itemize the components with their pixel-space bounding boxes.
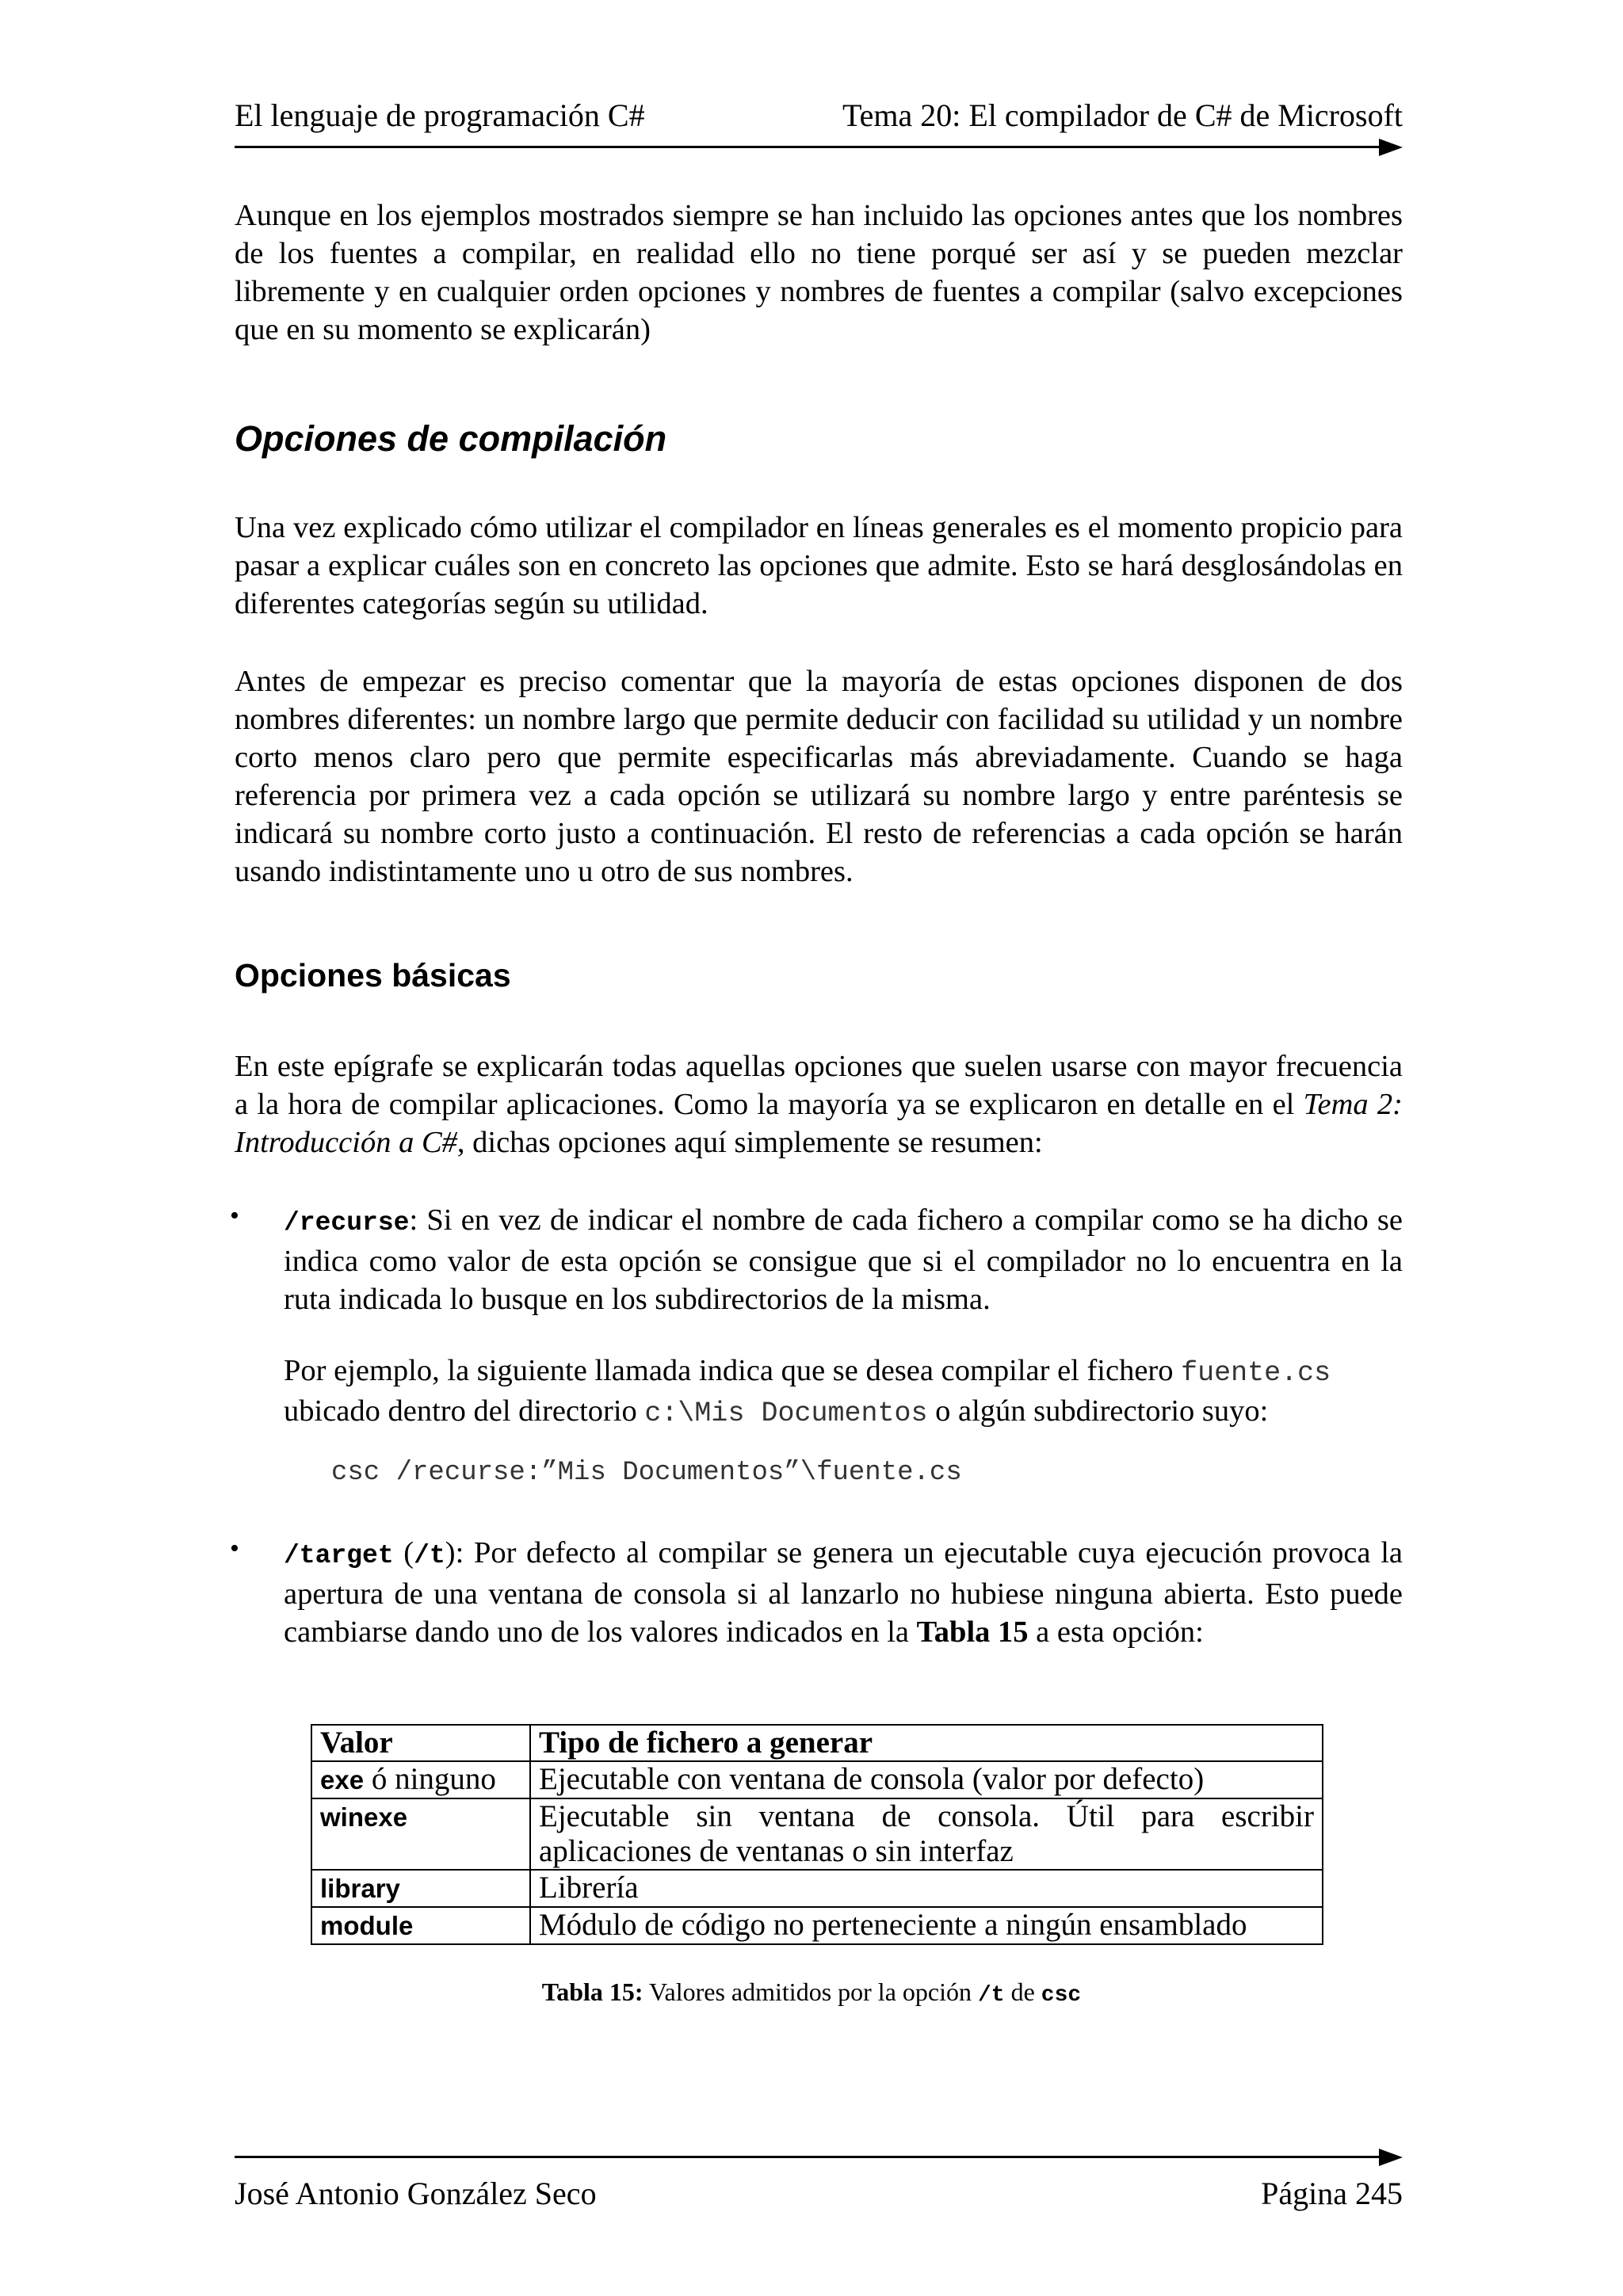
section-heading-basic: Opciones básicas — [235, 957, 511, 994]
footer-author: José Antonio González Seco — [235, 2176, 597, 2211]
section2-text-b: , dichas opciones aquí simplemente se resumen: — [456, 1126, 1043, 1159]
header-rule — [235, 146, 1379, 148]
table-cell-description: Ejecutable sin ventana de consola. Útil para escribir aplicaciones de ventanas o sin interfaz — [530, 1798, 1323, 1870]
section1-paragraph-1: Una vez explicado cómo utilizar el compilador en líneas generales es el momento propicio para pasar a explicar cuáles son en concreto las opciones que admite. Esto se hará desglosándolas en diferentes categorías según su utilidad. — [235, 511, 1403, 620]
target-option-text: : Por defecto al compilar se genera un ejecutable cuya ejecución provoca la apertura de una ventana de consola si al lanzarlo no hubiese ninguna abierta. Esto puede cambiarse dando uno de los valores indicados en la — [284, 1536, 1403, 1649]
table-caption-label: Tabla 15: — [541, 1978, 643, 2006]
table-cell-value — [311, 1761, 530, 1798]
table-caption — [0, 1978, 1623, 2008]
header-book-title: El lenguaje de programación C# — [235, 97, 645, 133]
recurse-example-text-b: ubicado dentro del directorio — [284, 1394, 645, 1428]
table-row — [311, 1907, 1323, 1944]
table-row — [311, 1761, 1323, 1798]
target-short-close: ) — [445, 1536, 456, 1569]
bullet-icon: • — [230, 1201, 239, 1230]
table-caption-option: /t — [977, 1983, 1005, 2008]
table-cell-description: Librería — [530, 1870, 1323, 1907]
table-caption-mid: de — [1004, 1978, 1041, 2006]
header-arrow-icon — [1379, 139, 1403, 156]
recurse-example-directory: c:\Mis Documentos — [644, 1398, 928, 1429]
table-15-reference: Tabla 15 — [916, 1615, 1029, 1649]
table-caption-command: csc — [1041, 1983, 1082, 2008]
table-option-suffix: ó ninguno — [364, 1762, 496, 1796]
table-cell-value — [311, 1798, 530, 1870]
table-option-name: module — [320, 1911, 414, 1940]
target-option-short-name: /t — [414, 1541, 445, 1570]
bullet-icon: • — [230, 1534, 239, 1563]
recurse-example-text-c: o algún subdirectorio suyo: — [927, 1394, 1269, 1428]
table-option-name: winexe — [320, 1802, 408, 1832]
table-option-name: library — [320, 1874, 400, 1903]
recurse-option-text: : Si en vez de indicar el nombre de cada fichero a compilar como se ha dicho se indica como valor de esta opción se consigue que si el compilador no lo encuentra en la ruta indicada lo busque en los subdirectorios de la misma. — [284, 1203, 1403, 1316]
table-cell-value — [311, 1907, 530, 1944]
target-values-table — [311, 1724, 1323, 1945]
table-header-cell: Valor — [311, 1725, 530, 1761]
table-cell-description: Ejecutable con ventana de consola (valor por defecto) — [530, 1761, 1323, 1798]
recurse-option-name: /recurse — [284, 1208, 410, 1238]
tema-2-reference: Tema 2: Introducción a C# — [235, 1088, 1403, 1159]
recurse-code-example: csc /recurse:”Mis Documentos”\fuente.cs — [331, 1458, 962, 1488]
section-heading-compilation: Opciones de compilación — [235, 418, 667, 459]
section1-paragraph-2: Antes de empezar es preciso comentar que la mayoría de estas opciones disponen de dos nombres diferentes: un nombre largo que permite deducir con facilidad su utilidad y un nombre corto menos claro pero que permite especificarlas más abreviadamente. Cuando se haga referencia por primera vez a cada opción se utilizará su nombre largo y entre paréntesis se indicará su nombre corto justo a continuación. El resto de referencias a cada opción se harán usando indistintamente uno u otro de sus nombres. — [235, 665, 1403, 888]
page-header — [235, 97, 1403, 144]
intro-paragraph: Aunque en los ejemplos mostrados siempre se han incluido las opciones antes que los nombres de los fuentes a compilar, en realidad ello no tiene porqué ser así y se pueden mezclar libremente y en cualquier orden opciones y nombres de fuentes a compilar (salvo excepciones que en su momento se explicarán) — [235, 199, 1403, 346]
target-short-open: ( — [393, 1536, 414, 1569]
footer-rule — [235, 2156, 1379, 2158]
table-header-row — [311, 1725, 1323, 1761]
target-option-name: /target — [284, 1541, 394, 1570]
footer-arrow-icon — [1379, 2149, 1403, 2166]
table-row — [311, 1870, 1323, 1907]
section2-paragraph — [235, 1047, 1403, 1161]
table-cell-value — [311, 1870, 530, 1907]
table-cell-description: Módulo de código no perteneciente a ningún ensamblado — [530, 1907, 1323, 1944]
table-row — [311, 1798, 1323, 1870]
table-option-name: exe — [320, 1765, 365, 1794]
recurse-example-paragraph — [284, 1352, 1403, 1432]
footer-page-number: Página 245 — [1261, 2176, 1403, 2211]
target-option-text-end: a esta opción: — [1028, 1615, 1204, 1649]
recurse-option-item — [284, 1201, 1403, 1318]
header-chapter-title: Tema 20: El compilador de C# de Microsoft — [842, 97, 1403, 133]
recurse-example-text-a: Por ejemplo, la siguiente llamada indica que se desea compilar el fichero — [284, 1354, 1182, 1387]
recurse-example-file: fuente.cs — [1181, 1357, 1331, 1389]
table-caption-text: Valores admitidos por la opción — [643, 1978, 978, 2006]
section2-text-a: En este epígrafe se explicarán todas aquellas opciones que suelen usarse con mayor frecuencia a la hora de compilar aplicaciones. Como la mayoría ya se explicaron en detalle en el — [235, 1050, 1403, 1121]
table-header-cell: Tipo de fichero a generar — [530, 1725, 1323, 1761]
target-option-item — [284, 1534, 1403, 1651]
